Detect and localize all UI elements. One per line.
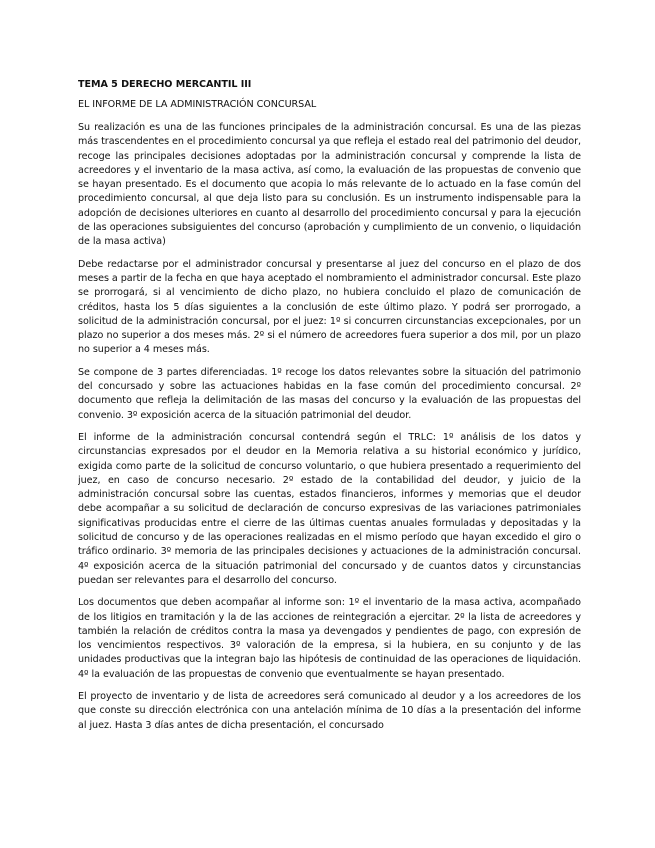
paragraph-realizacion: Su realización es una de las funciones principales de la administración concursal. Es una de las piezas más trascendentes en el procedimiento concursal ya que refleja el estado real del patrimonio del deudor, recoge las principales decisiones adoptadas por la administración concursal y comprende la lista de acreedores y el inventario de la masa activa, así como, la evaluación de las propuestas de convenio que se hayan presentado. Es el documento que acopia lo más relevante de lo actuado en la fase común del procedimiento concursal, al que deja listo para su conclusión. Es un instrumento indispensable para la adopción de decisiones ulteriores en cuanto al desarrollo del procedimiento concursal y para la ejecución de las operaciones subsiguientes del concurso (aprobación y cumplimiento de un convenio, o liquidación de la masa activa) (78, 122, 581, 248)
paragraph-documentos: Los documentos que deben acompañar al informe son: 1º el inventario de la masa activa, acompañado de los litigios en tramitación y la de las acciones de reintegración a ejercitar. 2º la lista de acreedores y también la relación de créditos contra la masa ya devengados y pendientes de pago, con expresión de los vencimientos respectivos. 3º valoración de la empresa, si la hubiera, en su conjunto y de las unidades productivas que la integran bajo las hipótesis de continuidad de las operaciones de liquidación. 4º la evaluación de las propuestas de convenio que eventualmente se hayan presentado. (78, 597, 581, 680)
paragraph-plazo: Debe redactarse por el administrador concursal y presentarse al juez del concurso en el plazo de dos meses a partir de la fecha en que haya aceptado el nombramiento el administrador concursal. Este plazo se prorrogará, si al vencimiento de dicho plazo, no hubiera concluido el plazo de comunicación de créditos, hasta los 5 días siguientes a la conclusión de este último plazo. Y podrá ser prorrogado, a solicitud de la administración concursal, por el juez: 1º si concurren circunstancias excepcionales, por un plazo no superior a dos meses más. 2º si el número de acreedores fuera superior a dos mil, por un plazo no superior a 4 meses más. (78, 258, 581, 356)
paragraph-partes: Se compone de 3 partes diferenciadas. 1º recoge los datos relevantes sobre la situación del patrimonio del concursado y sobre las actuaciones habidas en la fase común del procedimiento concursal. 2º documento que refleja la delimitación de las masas del concurso y la evaluación de las propuestas del convenio. 3º exposición acerca de la situación patrimonial del deudor. (78, 366, 581, 421)
document-subtitle: EL INFORME DE LA ADMINISTRACIÓN CONCURSAL (78, 99, 317, 110)
document-title: TEMA 5 DERECHO MERCANTIL III (78, 79, 252, 90)
paragraph-proyecto: El proyecto de inventario y de lista de acreedores será comunicado al deudor y a los acreedores de los que conste su dirección electrónica con una antelación mínima de 10 días a la presentación del informe al juez. Hasta 3 días antes de dicha presentación, el concursado (78, 690, 581, 731)
paragraph-contenido: El informe de la administración concursal contendrá según el TRLC: 1º análisis de los datos y circunstancias expresados por el deudor en la Memoria relativa a su historial económico y jurídico, exigida como parte de la solicitud de concurso voluntario, o que hubiera presentado a requerimiento del juez, en caso de concurso necesario. 2º estado de la contabilidad del deudor, y juicio de la administración concursal sobre las cuentas, estados financieros, informes y memorias que el deudor debe acompañar a su solicitud de declaración de concurso expresivas de las variaciones patrimoniales significativas producidas entre el cierre de las últimas cuentas anuales formuladas y depositadas y la solicitud de concurso y de las operaciones realizadas en el mismo período que hayan excedido el giro o tráfico ordinario. 3º memoria de las principales decisiones y actuaciones de la administración concursal. 4º exposición acerca de la situación patrimonial del concursado y de cuantos datos y circunstancias puedan ser relevantes para el desarrollo del concurso. (78, 431, 581, 586)
document-page (78, 78, 581, 848)
